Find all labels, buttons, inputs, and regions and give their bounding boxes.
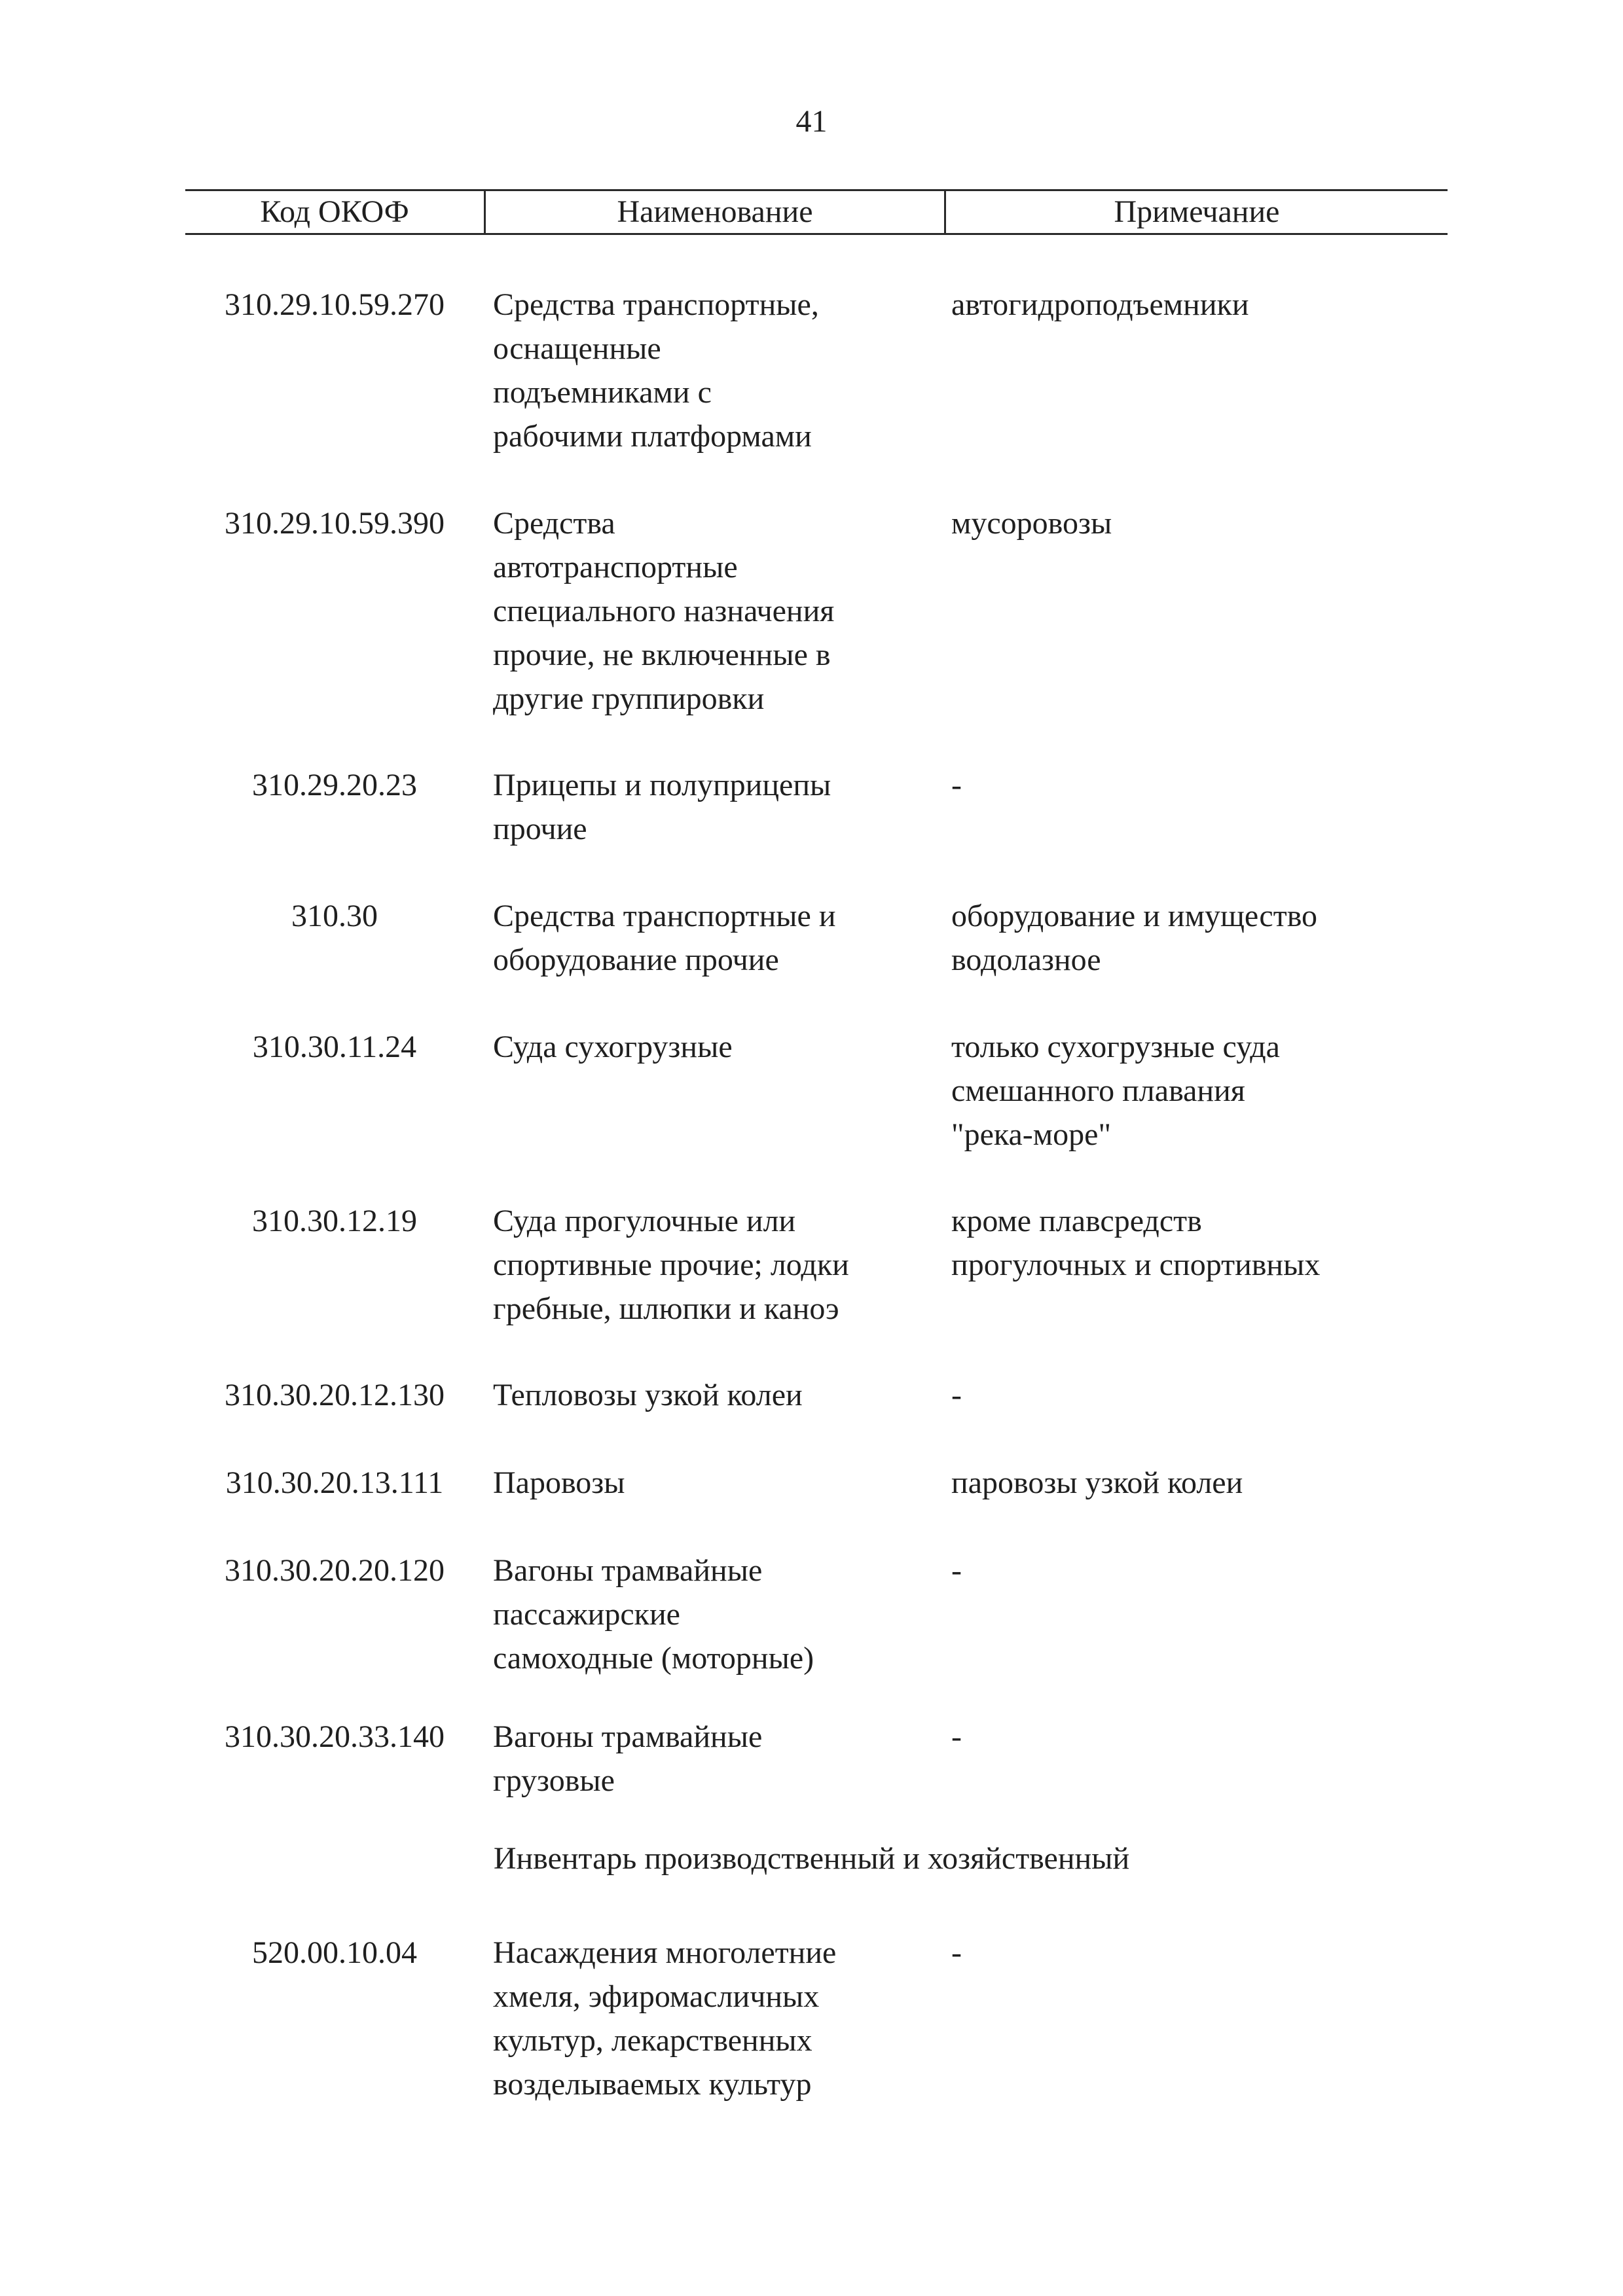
table-header [185,189,1448,235]
row-note: - [951,1935,962,1970]
header-note: Примечание [1114,194,1280,229]
row-code: 310.30.20.33.140 [225,1719,445,1754]
row-name: Средства транспортные, оснащенные подъемниками с рабочими платформами [493,287,819,454]
row-note: автогидроподъемники [951,287,1249,322]
row-name: Средства транспортные и оборудование прочие [493,899,836,977]
row-note: мусоровозы [951,506,1112,541]
row-code: 310.30 [291,899,378,933]
row-code: 520.00.10.04 [252,1935,417,1970]
row-code: 310.30.20.20.120 [225,1553,445,1588]
row-name: Насаждения многолетние хмеля, эфиромасличных культур, лекарственных возделываемых культур [493,1935,837,2102]
row-name: Суда сухогрузные [493,1030,733,1064]
section-title: Инвентарь производственный и хозяйственный [493,1841,1130,1876]
header-code: Код ОКОФ [185,191,486,233]
row-name: Паровозы [493,1465,625,1500]
row-note: - [951,768,962,802]
row-code: 310.29.10.59.270 [225,287,445,322]
row-name: Суда прогулочные или спортивные прочие; лодки гребные, шлюпки и каноэ [493,1204,849,1326]
row-note: кроме плавсредств прогулочных и спортивных [951,1204,1321,1282]
row-note: только сухогрузные суда смешанного плавания "река-море" [951,1030,1280,1152]
row-name: Средства автотранспортные специального назначения прочие, не включенные в другие группировки [493,506,835,716]
row-code: 310.30.11.24 [252,1030,417,1064]
row-code: 310.29.20.23 [252,768,417,802]
row-note: - [951,1719,962,1754]
row-note: - [951,1553,962,1588]
row-name: Прицепы и полуприцепы прочие [493,768,831,846]
row-code: 310.30.12.19 [252,1204,417,1238]
row-name: Тепловозы узкой колеи [493,1378,803,1412]
header-name: Наименование [486,191,946,233]
row-name: Вагоны трамвайные грузовые [493,1719,763,1798]
row-code: 310.30.20.12.130 [225,1378,445,1412]
page-number: 41 [795,104,828,139]
row-name: Вагоны трамвайные пассажирские самоходные (моторные) [493,1553,814,1676]
row-code: 310.29.10.59.390 [225,506,445,541]
row-note: - [951,1378,962,1412]
row-code: 310.30.20.13.111 [225,1465,444,1500]
row-note: паровозы узкой колеи [951,1465,1243,1500]
row-note: оборудование и имущество водолазное [951,899,1318,977]
